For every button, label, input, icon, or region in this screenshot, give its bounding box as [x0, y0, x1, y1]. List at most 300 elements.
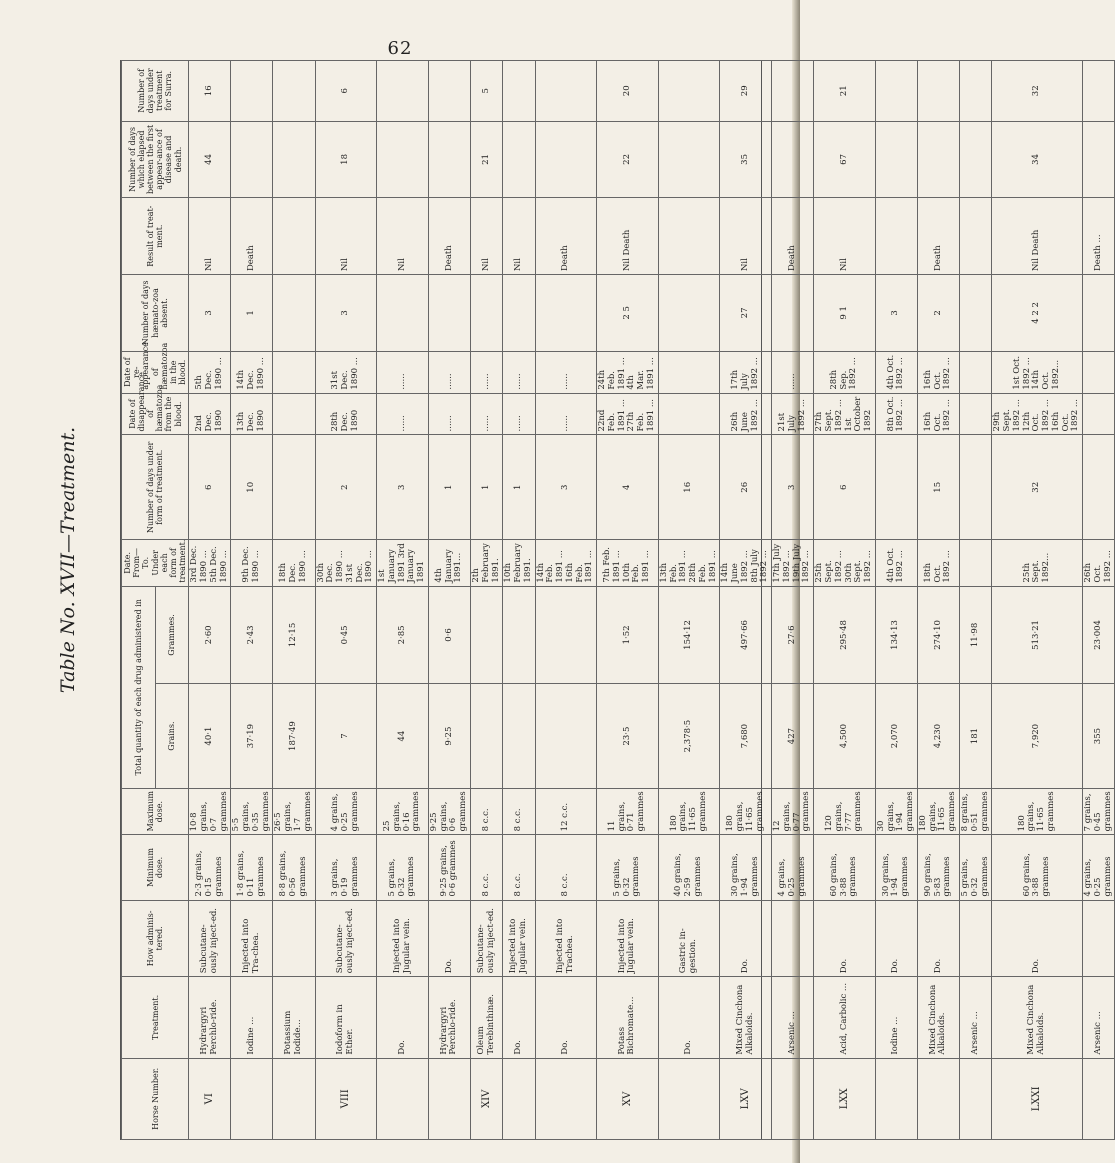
cell-days-elapsed [273, 121, 315, 198]
cell-grammes: 23·004 [1083, 586, 1115, 684]
cell-max-dose: 7 grains, 0·45 grammes [1083, 788, 1115, 835]
cell-grammes: 134·13 [875, 586, 917, 684]
cell-days-surra [1083, 61, 1115, 122]
cell-administered: Subcutane-ously inject-ed. [470, 900, 502, 977]
table-row [231, 61, 273, 1140]
cell-result: Nil [315, 198, 377, 275]
cell-days-absent [1083, 275, 1115, 352]
cell-grains [503, 684, 535, 789]
cell-result: Nil [189, 198, 231, 275]
cell-grains: 44 [377, 684, 429, 789]
cell-days-elapsed: 22 [597, 121, 659, 198]
cell-disappearance: 13th Dec. 1890 [231, 393, 273, 435]
cell-grains: 7,920 [992, 684, 1083, 789]
cell-grains: 181 [959, 684, 991, 789]
cell-days-absent: 2 [917, 275, 959, 352]
cell-horse: XIV [470, 1058, 502, 1139]
cell-grains: 23·5 [597, 684, 659, 789]
cell-grammes: 12·15 [273, 586, 315, 684]
cell-date: 25th Sept. 1892... [992, 540, 1083, 587]
cell-days-surra: 21 [814, 61, 876, 122]
cell-date: 13th Feb. 1891 ... 28th Feb. 1891 ... [658, 540, 720, 587]
header-grammes: Grammes. [155, 586, 189, 684]
cell-disappearance: ...... [428, 393, 470, 435]
header-days-absent: Number of days hæmato-zoa absent. [122, 275, 189, 352]
cell-days-under: 32 [992, 435, 1083, 540]
cell-days-surra: 20 [597, 61, 659, 122]
treatment-table-body [189, 61, 1115, 1140]
cell-days-surra [959, 61, 991, 122]
cell-result: Nil Death [597, 198, 659, 275]
cell-days-elapsed [503, 121, 535, 198]
cell-result: Nil [470, 198, 502, 275]
header-total-qty: Total quantity of each drug administered in [122, 586, 156, 788]
table-row [992, 61, 1083, 1140]
cell-days-elapsed [231, 121, 273, 198]
header-date: Date. From—To. Under each form of treatment. [122, 540, 189, 587]
cell-result: Death [231, 198, 273, 275]
cell-grammes: 0·45 [315, 586, 377, 684]
cell-reappearance: ...... [772, 351, 814, 393]
cell-max-dose: 12 c.c. [535, 788, 597, 835]
cell-days-under: 3 [377, 435, 429, 540]
cell-grammes: 513·21 [992, 586, 1083, 684]
cell-administered: Do. [992, 900, 1083, 977]
cell-administered: Gastric in-gestion. [658, 900, 720, 977]
cell-date: 1st January 1891 3rd January 1891 [377, 540, 429, 587]
treatment-table-frame [120, 60, 1113, 1140]
cell-min-dose: 30 grains, 1·94 grammes [720, 835, 772, 900]
header-grains: Grains. [155, 684, 189, 789]
table-row [428, 61, 470, 1140]
cell-administered: Do. [875, 900, 917, 977]
cell-treatment: Mixed Cinchona Alkaloids. [720, 977, 772, 1058]
cell-grammes: 2·85 [377, 586, 429, 684]
cell-administered: Injected into Jugular vein. [377, 900, 429, 977]
cell-days-elapsed: 67 [814, 121, 876, 198]
cell-grammes [535, 586, 597, 684]
cell-days-surra: 16 [189, 61, 231, 122]
cell-treatment: Acid, Carbolic ... [814, 977, 876, 1058]
cell-disappearance: ...... [503, 393, 535, 435]
cell-min-dose: 60 grains, 3·88 grammes [814, 835, 876, 900]
table-row [875, 61, 917, 1140]
cell-reappearance [1083, 351, 1115, 393]
cell-date: 14th Feb. 1891 ... 16th Feb. 1891 ... [535, 540, 597, 587]
cell-disappearance: ...... [377, 393, 429, 435]
cell-days-under: 4 [597, 435, 659, 540]
rotated-table-container [121, 60, 1113, 1140]
cell-date: 25th Sept. 1892 ... 30th Sept. 1892 ... [814, 540, 876, 587]
cell-max-dose: 180 grains, 11·65 grammes [992, 788, 1083, 835]
cell-result: Death [917, 198, 959, 275]
cell-treatment: Mixed Cinchona Alkaloids. [992, 977, 1083, 1058]
cell-treatment: Iodine ... [875, 977, 917, 1058]
cell-days-absent: 2 5 [597, 275, 659, 352]
cell-days-under: 1 [470, 435, 502, 540]
cell-days-absent: 27 [720, 275, 772, 352]
cell-days-elapsed: 35 [720, 121, 772, 198]
cell-result: Death [535, 198, 597, 275]
cell-treatment: Potassium Iodide... [273, 977, 315, 1058]
cell-treatment: Iodoform in Ether. [315, 977, 377, 1058]
header-treatment: Treatment. [122, 977, 189, 1058]
cell-treatment: Potass Bichromate... [597, 977, 659, 1058]
cell-min-dose: 8 c.c. [470, 835, 502, 900]
cell-days-under: 3 [772, 435, 814, 540]
cell-disappearance: ...... [470, 393, 502, 435]
cell-reappearance: 14th Dec. 1890 ... [231, 351, 273, 393]
cell-min-dose: 90 grains, 5·83 grammes [917, 835, 959, 900]
cell-grains: 355 [1083, 684, 1115, 789]
cell-grammes: 2·60 [189, 586, 231, 684]
cell-reappearance: 5th Dec. 1890 ... [189, 351, 231, 393]
cell-days-surra [917, 61, 959, 122]
cell-days-surra: 32 [992, 61, 1083, 122]
cell-treatment: Do. [377, 977, 429, 1058]
cell-disappearance: 26th June 1892 ... [720, 393, 772, 435]
cell-result: Nil [814, 198, 876, 275]
table-row [917, 61, 959, 1140]
cell-administered: Subcutane-ously inject-ed. [189, 900, 231, 977]
cell-min-dose: 5 grains, 0·32 grammes [959, 835, 991, 900]
cell-disappearance: 28th Dec. 1890 [315, 393, 377, 435]
cell-days-surra [273, 61, 315, 122]
cell-reappearance: 28th Sep. 1892 ... [814, 351, 876, 393]
cell-horse [917, 1058, 959, 1139]
cell-reappearance: ...... [503, 351, 535, 393]
cell-date: 18th Dec. 1890 ... [273, 540, 315, 587]
cell-min-dose: 60 grains, 3·88 grammes [992, 835, 1083, 900]
cell-reappearance: 16th Oct. 1892 ... [917, 351, 959, 393]
cell-treatment: Do. [658, 977, 720, 1058]
cell-reappearance: 17th July 1892 ... [720, 351, 772, 393]
cell-horse: VI [189, 1058, 231, 1139]
cell-horse: LXV [720, 1058, 772, 1139]
cell-min-dose: 3 grains, 0·19 grammes [315, 835, 377, 900]
cell-days-under: 1 [503, 435, 535, 540]
cell-min-dose: 8 c.c. [503, 835, 535, 900]
cell-date: 26th Oct. 1892 ... [1083, 540, 1115, 587]
cell-reappearance [273, 351, 315, 393]
cell-grammes: 1·52 [597, 586, 659, 684]
table-row [535, 61, 597, 1140]
cell-administered [959, 900, 991, 977]
cell-treatment: Arsenic ... [1083, 977, 1115, 1058]
cell-result: Nil Death [992, 198, 1083, 275]
cell-treatment: Do. [503, 977, 535, 1058]
cell-administered: Do. [917, 900, 959, 977]
cell-disappearance: 2nd Dec. 1890 [189, 393, 231, 435]
cell-administered: Injected into Jugular vein. [597, 900, 659, 977]
cell-date [959, 540, 991, 587]
cell-grammes [503, 586, 535, 684]
cell-days-surra [875, 61, 917, 122]
cell-reappearance: 4th Oct. 1892 ... [875, 351, 917, 393]
cell-max-dose: 9·25 grains, 0·6 grammes [428, 788, 470, 835]
cell-grammes [470, 586, 502, 684]
cell-days-elapsed: 21 [470, 121, 502, 198]
cell-treatment: Hydrargyri Perchlo-ride. [428, 977, 470, 1058]
table-row [470, 61, 502, 1140]
cell-max-dose: 30 grains, 1·94 grammes [875, 788, 917, 835]
cell-grains: 2,378·5 [658, 684, 720, 789]
cell-date: 4th Oct. 1892 ... [875, 540, 917, 587]
cell-grammes: 154·12 [658, 586, 720, 684]
header-max-dose: Maximum dose. [122, 788, 189, 835]
cell-min-dose: 1·8 grains, 0·11 grammes [231, 835, 273, 900]
cell-max-dose: 12 grains, 0·77 grammes [772, 788, 814, 835]
cell-horse [273, 1058, 315, 1139]
cell-max-dose: 5·5 grains, 0·35 grammes [231, 788, 273, 835]
cell-result: Nil [720, 198, 772, 275]
cell-grammes: 295·48 [814, 586, 876, 684]
cell-date: 2th February 1891. [470, 540, 502, 587]
header-result: Result of treat-ment. [122, 198, 189, 275]
cell-days-under: 6 [814, 435, 876, 540]
cell-days-elapsed [428, 121, 470, 198]
cell-days-surra [428, 61, 470, 122]
cell-days-surra: 6 [315, 61, 377, 122]
cell-days-absent [503, 275, 535, 352]
cell-result [959, 198, 991, 275]
cell-min-dose: 5 grains, 0·32 grammes [377, 835, 429, 900]
cell-days-under: 1 [428, 435, 470, 540]
cell-days-absent: 3 [875, 275, 917, 352]
header-administered: How adminis-tered. [122, 900, 189, 977]
table-row [772, 61, 814, 1140]
cell-treatment: Do. [535, 977, 597, 1058]
cell-grains: 187·49 [273, 684, 315, 789]
cell-days-surra [503, 61, 535, 122]
cell-min-dose: 30 grains, 1·94 grammes [875, 835, 917, 900]
cell-result: Death ... [1083, 198, 1115, 275]
header-disappearance: Date of disappearance of hæmatozoa from the blood. [122, 393, 189, 435]
cell-date: 17th July 1892 ... 19th July 1892 ... [772, 540, 814, 587]
cell-reappearance: ...... [428, 351, 470, 393]
cell-administered: Do. [428, 900, 470, 977]
cell-reappearance: 24th Feb. 1891 ... 4th Mar. 1891 ... [597, 351, 659, 393]
cell-max-dose: 180 grains, 11·65 grammes [658, 788, 720, 835]
table-row [315, 61, 377, 1140]
cell-grammes: 274·10 [917, 586, 959, 684]
cell-date: 18th Oct. 1892 ... [917, 540, 959, 587]
cell-grains: 7,680 [720, 684, 772, 789]
cell-horse: LXXI [992, 1058, 1083, 1139]
table-row [658, 61, 720, 1140]
cell-date: 30th Dec. 1890 ... 31st Dec. 1890 ... [315, 540, 377, 587]
header-days-under: Number of days under form of treatment. [122, 435, 189, 540]
cell-date: 10th February 1891. [503, 540, 535, 587]
cell-max-dose: 180 grains, 11·65 grammes [917, 788, 959, 835]
treatment-table [121, 60, 1115, 1140]
cell-days-under: 2 [315, 435, 377, 540]
cell-days-under [273, 435, 315, 540]
cell-horse [658, 1058, 720, 1139]
cell-days-absent [273, 275, 315, 352]
cell-days-absent: 3 [315, 275, 377, 352]
table-row [597, 61, 659, 1140]
cell-disappearance: 27th Sept. 1892 ... 1st October 1892 [814, 393, 876, 435]
cell-days-under [1083, 435, 1115, 540]
cell-date: 3rd Dec. 1890 ... 5th Dec. 1890 ... [189, 540, 231, 587]
cell-days-elapsed: 34 [992, 121, 1083, 198]
cell-administered: Injected into Trachea. [535, 900, 597, 977]
cell-days-elapsed [535, 121, 597, 198]
table-row [814, 61, 876, 1140]
table-row [189, 61, 231, 1140]
cell-date: 7th Feb. 1891 ... 10th Feb. 1891 ... [597, 540, 659, 587]
cell-reappearance [959, 351, 991, 393]
cell-disappearance [273, 393, 315, 435]
cell-result [658, 198, 720, 275]
cell-grains: 2,070 [875, 684, 917, 789]
cell-min-dose: 5 grains, 0·32 grammes [597, 835, 659, 900]
cell-administered [273, 900, 315, 977]
cell-date: 14th June 1892 ... 8th July 1892 ... [720, 540, 772, 587]
cell-horse: VIII [315, 1058, 377, 1139]
cell-treatment: Arsenic ... [959, 977, 991, 1058]
cell-grains: 40·1 [189, 684, 231, 789]
cell-days-elapsed [772, 121, 814, 198]
cell-max-dose: 11 grains, 0·71 grammes [597, 788, 659, 835]
cell-date: 9th Dec. 1890 ... [231, 540, 273, 587]
cell-disappearance: 22nd Feb. 1891 ... 27th Feb. 1891 ... [597, 393, 659, 435]
cell-days-elapsed: 44 [189, 121, 231, 198]
cell-days-elapsed: 18 [315, 121, 377, 198]
cell-min-dose: 9·25 grains, 0·6 grammes [428, 835, 470, 900]
cell-reappearance: ...... [377, 351, 429, 393]
cell-days-absent: 3 [189, 275, 231, 352]
cell-max-dose: 120 grains, 7·77 grammes [814, 788, 876, 835]
cell-result: Death [428, 198, 470, 275]
cell-reappearance [658, 351, 720, 393]
cell-min-dose: 4 grains, 0·25 grammes [772, 835, 814, 900]
cell-horse [772, 1058, 814, 1139]
cell-result: Nil [503, 198, 535, 275]
cell-max-dose: 8 c.c. [470, 788, 502, 835]
cell-treatment: Oleum Terebinthinæ. [470, 977, 502, 1058]
cell-treatment: Iodine ... [231, 977, 273, 1058]
cell-days-absent: 9 1 [814, 275, 876, 352]
cell-min-dose: 2·3 grains, 0·15 grammes [189, 835, 231, 900]
cell-max-dose: 26·5 grains, 1·7 grammes [273, 788, 315, 835]
cell-disappearance: 29th Sept. 1892 ... 12th Oct. 1892 ... 16th Oct. 1892 ... [992, 393, 1083, 435]
cell-administered: Do. [720, 900, 772, 977]
cell-days-surra [772, 61, 814, 122]
cell-max-dose: 8 c.c. [503, 788, 535, 835]
cell-disappearance [959, 393, 991, 435]
cell-grammes: 0·6 [428, 586, 470, 684]
cell-days-under: 10 [231, 435, 273, 540]
cell-grains: 37·19 [231, 684, 273, 789]
cell-days-under: 15 [917, 435, 959, 540]
cell-days-under: 6 [189, 435, 231, 540]
cell-date: 4th January 1891... [428, 540, 470, 587]
cell-days-under [959, 435, 991, 540]
header-horse: Horse Number. [122, 1058, 189, 1139]
table-caption: Table No. XVII—Treatment. [57, 426, 79, 694]
cell-horse [231, 1058, 273, 1139]
cell-result: Death [772, 198, 814, 275]
cell-days-surra [231, 61, 273, 122]
cell-days-elapsed [658, 121, 720, 198]
cell-disappearance: ...... [535, 393, 597, 435]
header-days-surra: Number of days under treatment for Surra. [122, 61, 189, 122]
cell-result: Nil [377, 198, 429, 275]
cell-reappearance: ...... [470, 351, 502, 393]
cell-days-elapsed [875, 121, 917, 198]
header-days-elapsed: Number of days which elapsed between the first appear-ance of disease and death. [122, 121, 189, 198]
cell-disappearance [658, 393, 720, 435]
cell-days-under: 3 [535, 435, 597, 540]
cell-horse [1083, 1058, 1115, 1139]
cell-days-under: 26 [720, 435, 772, 540]
cell-administered: Injected into Tra-chea. [231, 900, 273, 977]
cell-max-dose: 25 grains, 0·16 grammes [377, 788, 429, 835]
cell-days-absent [377, 275, 429, 352]
cell-result [875, 198, 917, 275]
cell-horse [535, 1058, 597, 1139]
cell-administered: Injected into Jugular vein. [503, 900, 535, 977]
cell-days-elapsed [1083, 121, 1115, 198]
cell-administered [1083, 900, 1115, 977]
cell-grains: 4,500 [814, 684, 876, 789]
cell-min-dose: 4 grains, 0·25 grammes [1083, 835, 1115, 900]
cell-administered: Do. [814, 900, 876, 977]
cell-grammes: 11·98 [959, 586, 991, 684]
table-row [720, 61, 772, 1140]
cell-horse [377, 1058, 429, 1139]
cell-disappearance: 21st July 1892 ... [772, 393, 814, 435]
cell-grammes: 2·43 [231, 586, 273, 684]
table-row [273, 61, 315, 1140]
cell-grammes: 497·66 [720, 586, 772, 684]
cell-min-dose: 8 c.c. [535, 835, 597, 900]
cell-days-surra [377, 61, 429, 122]
cell-days-surra: 5 [470, 61, 502, 122]
cell-disappearance: 16th Oct. 1892 ... [917, 393, 959, 435]
cell-max-dose: 180 grains, 11·65 grammes [720, 788, 772, 835]
cell-max-dose: 4 grains, 0·25 grammes [315, 788, 377, 835]
cell-days-under [875, 435, 917, 540]
cell-days-surra [535, 61, 597, 122]
cell-horse [959, 1058, 991, 1139]
cell-grains [470, 684, 502, 789]
cell-days-absent [428, 275, 470, 352]
table-row [503, 61, 535, 1140]
cell-disappearance: 8th Oct. 1892 ... [875, 393, 917, 435]
cell-grains: 4,230 [917, 684, 959, 789]
table-row [959, 61, 991, 1140]
cell-days-absent [772, 275, 814, 352]
cell-horse [875, 1058, 917, 1139]
cell-grains [535, 684, 597, 789]
cell-days-elapsed [917, 121, 959, 198]
cell-days-absent: 1 [231, 275, 273, 352]
cell-reappearance: ...... [535, 351, 597, 393]
cell-days-absent [470, 275, 502, 352]
cell-treatment: Mixed Cinchona Alkaloids. [917, 977, 959, 1058]
cell-min-dose: 8·8 grains, 0·56 grammes [273, 835, 315, 900]
cell-days-elapsed [959, 121, 991, 198]
page-number: 62 [387, 38, 413, 59]
cell-result [273, 198, 315, 275]
cell-grains: 427 [772, 684, 814, 789]
cell-treatment: Hydrargyri Perchlo-ride. [189, 977, 231, 1058]
cell-grains: 9·25 [428, 684, 470, 789]
cell-max-dose: 10·8 grains, 0·7 grammes [189, 788, 231, 835]
